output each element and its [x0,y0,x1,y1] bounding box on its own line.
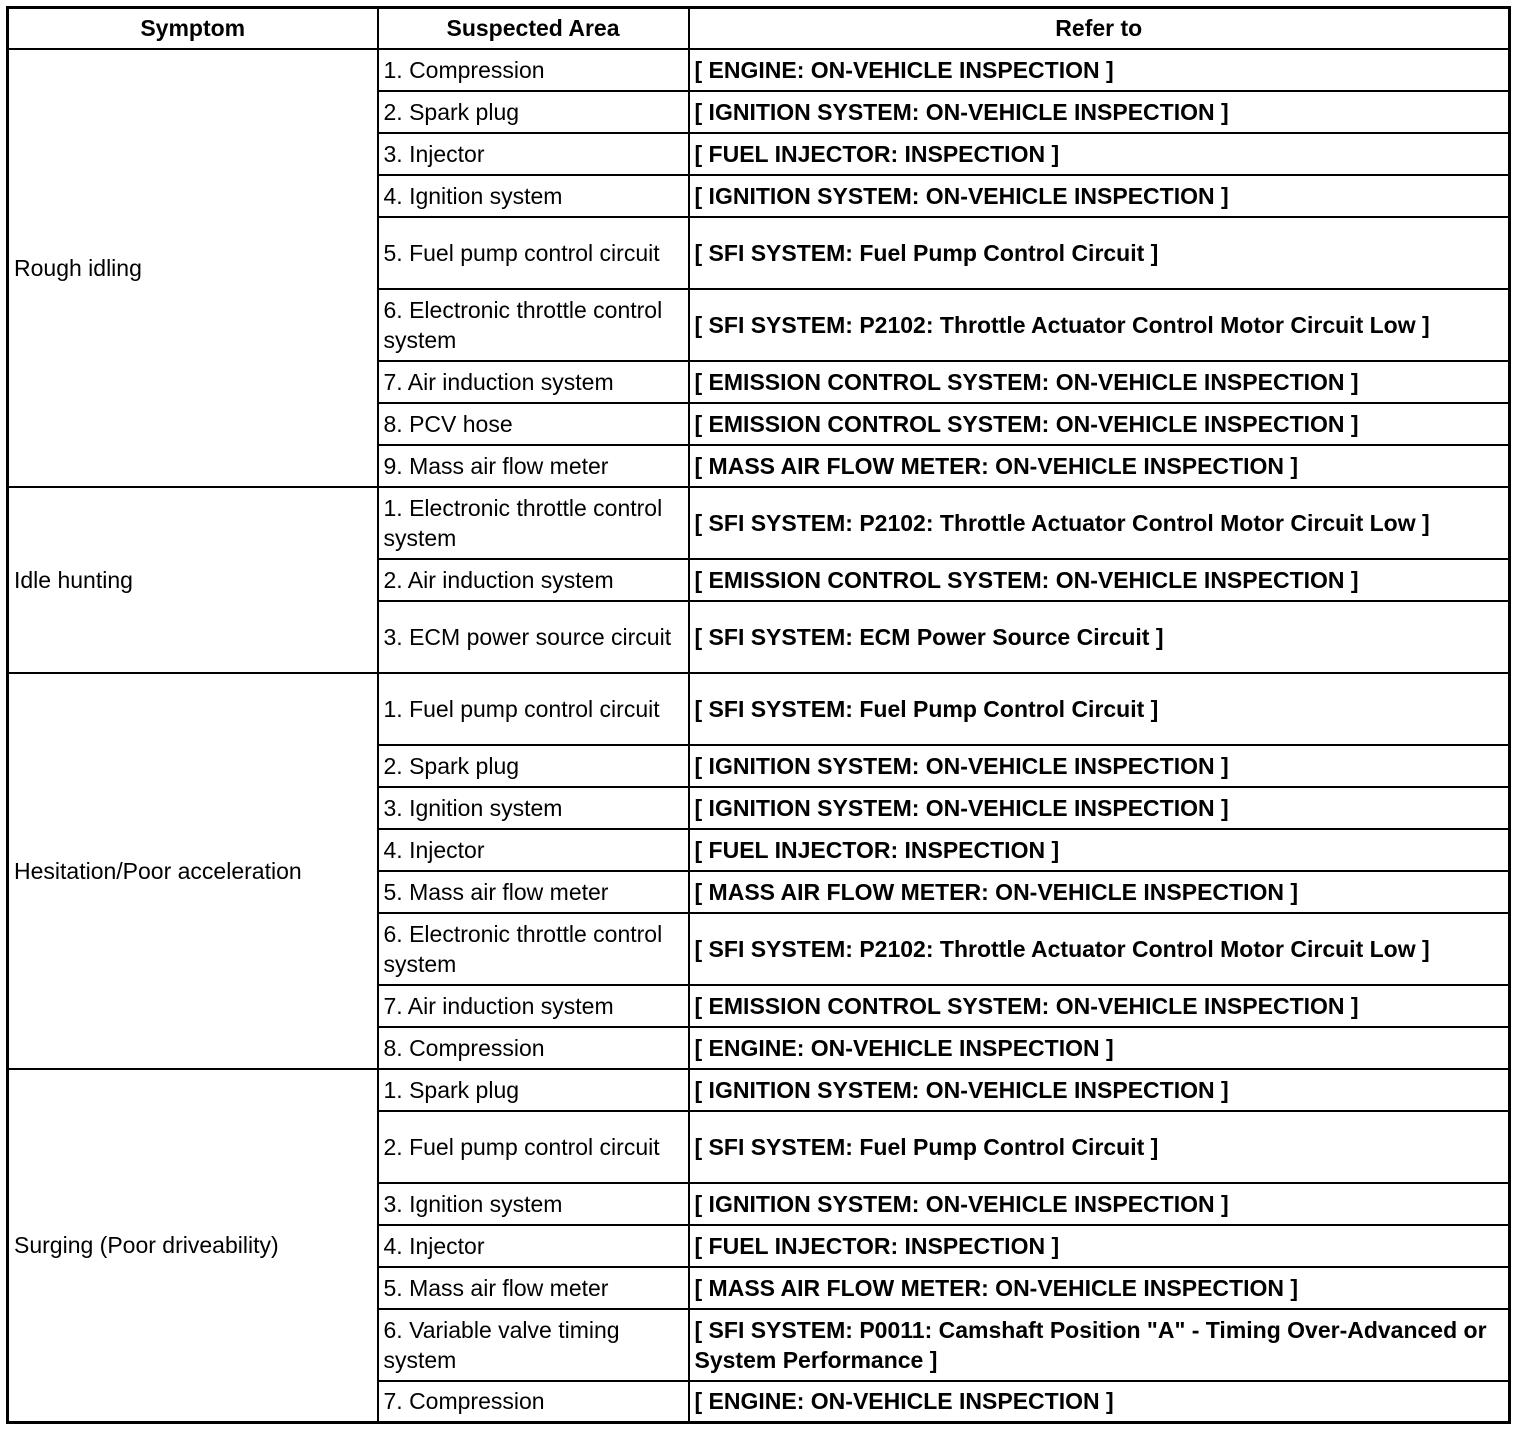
suspected-area-cell: 4. Injector [378,829,689,871]
refer-to-cell: [ IGNITION SYSTEM: ON-VEHICLE INSPECTION ] [689,91,1510,133]
header-row [8,8,1510,49]
refer-to-cell: [ SFI SYSTEM: P0011: Camshaft Position "A" - Timing Over-Advanced or System Performance ] [689,1309,1510,1381]
refer-to-cell: [ SFI SYSTEM: P2102: Throttle Actuator Control Motor Circuit Low ] [689,289,1510,361]
refer-to-cell: [ FUEL INJECTOR: INSPECTION ] [689,829,1510,871]
refer-to-cell: [ EMISSION CONTROL SYSTEM: ON-VEHICLE INSPECTION ] [689,985,1510,1027]
refer-to-cell: [ SFI SYSTEM: Fuel Pump Control Circuit ] [689,217,1510,289]
suspected-area-cell: 2. Spark plug [378,91,689,133]
suspected-area-cell: 1. Spark plug [378,1069,689,1111]
refer-to-cell: [ IGNITION SYSTEM: ON-VEHICLE INSPECTION ] [689,175,1510,217]
suspected-area-cell: 3. Ignition system [378,787,689,829]
table-row [8,673,1510,745]
suspected-area-cell: 3. ECM power source circuit [378,601,689,673]
suspected-area-cell: 5. Mass air flow meter [378,871,689,913]
header-symptom: Symptom [8,8,378,49]
refer-to-cell: [ EMISSION CONTROL SYSTEM: ON-VEHICLE INSPECTION ] [689,361,1510,403]
suspected-area-cell: 8. Compression [378,1027,689,1069]
suspected-area-cell: 7. Air induction system [378,985,689,1027]
suspected-area-cell: 4. Injector [378,1225,689,1267]
refer-to-cell: [ SFI SYSTEM: P2102: Throttle Actuator Control Motor Circuit Low ] [689,913,1510,985]
suspected-area-cell: 2. Air induction system [378,559,689,601]
refer-to-cell: [ IGNITION SYSTEM: ON-VEHICLE INSPECTION ] [689,745,1510,787]
refer-to-cell: [ SFI SYSTEM: P2102: Throttle Actuator Control Motor Circuit Low ] [689,487,1510,559]
suspected-area-cell: 6. Variable valve timing system [378,1309,689,1381]
refer-to-cell: [ ENGINE: ON-VEHICLE INSPECTION ] [689,1027,1510,1069]
symptom-cell: Surging (Poor driveability) [8,1069,378,1423]
refer-to-cell: [ SFI SYSTEM: Fuel Pump Control Circuit ] [689,673,1510,745]
symptom-cell: Rough idling [8,49,378,487]
refer-to-cell: [ IGNITION SYSTEM: ON-VEHICLE INSPECTION ] [689,1069,1510,1111]
suspected-area-cell: 2. Spark plug [378,745,689,787]
suspected-area-cell: 1. Electronic throttle control system [378,487,689,559]
refer-to-cell: [ SFI SYSTEM: Fuel Pump Control Circuit ] [689,1111,1510,1183]
header-refer-to: Refer to [689,8,1510,49]
refer-to-cell: [ MASS AIR FLOW METER: ON-VEHICLE INSPECTION ] [689,1267,1510,1309]
refer-to-cell: [ FUEL INJECTOR: INSPECTION ] [689,133,1510,175]
suspected-area-cell: 9. Mass air flow meter [378,445,689,487]
suspected-area-cell: 4. Ignition system [378,175,689,217]
table-row [8,49,1510,91]
refer-to-cell: [ EMISSION CONTROL SYSTEM: ON-VEHICLE INSPECTION ] [689,403,1510,445]
suspected-area-cell: 7. Air induction system [378,361,689,403]
suspected-area-cell: 8. PCV hose [378,403,689,445]
refer-to-cell: [ SFI SYSTEM: ECM Power Source Circuit ] [689,601,1510,673]
suspected-area-cell: 5. Fuel pump control circuit [378,217,689,289]
refer-to-cell: [ FUEL INJECTOR: INSPECTION ] [689,1225,1510,1267]
refer-to-cell: [ MASS AIR FLOW METER: ON-VEHICLE INSPECTION ] [689,445,1510,487]
suspected-area-cell: 6. Electronic throttle control system [378,289,689,361]
header-suspected-area: Suspected Area [378,8,689,49]
suspected-area-cell: 3. Injector [378,133,689,175]
refer-to-cell: [ EMISSION CONTROL SYSTEM: ON-VEHICLE INSPECTION ] [689,559,1510,601]
symptom-table [6,6,1511,1424]
symptom-cell: Hesitation/Poor acceleration [8,673,378,1069]
suspected-area-cell: 1. Compression [378,49,689,91]
refer-to-cell: [ IGNITION SYSTEM: ON-VEHICLE INSPECTION ] [689,787,1510,829]
table-row [8,1069,1510,1111]
table-row [8,487,1510,559]
suspected-area-cell: 3. Ignition system [378,1183,689,1225]
refer-to-cell: [ ENGINE: ON-VEHICLE INSPECTION ] [689,1381,1510,1423]
suspected-area-cell: 1. Fuel pump control circuit [378,673,689,745]
refer-to-cell: [ MASS AIR FLOW METER: ON-VEHICLE INSPECTION ] [689,871,1510,913]
refer-to-cell: [ IGNITION SYSTEM: ON-VEHICLE INSPECTION ] [689,1183,1510,1225]
symptom-cell: Idle hunting [8,487,378,673]
suspected-area-cell: 6. Electronic throttle control system [378,913,689,985]
suspected-area-cell: 2. Fuel pump control circuit [378,1111,689,1183]
suspected-area-cell: 7. Compression [378,1381,689,1423]
suspected-area-cell: 5. Mass air flow meter [378,1267,689,1309]
refer-to-cell: [ ENGINE: ON-VEHICLE INSPECTION ] [689,49,1510,91]
